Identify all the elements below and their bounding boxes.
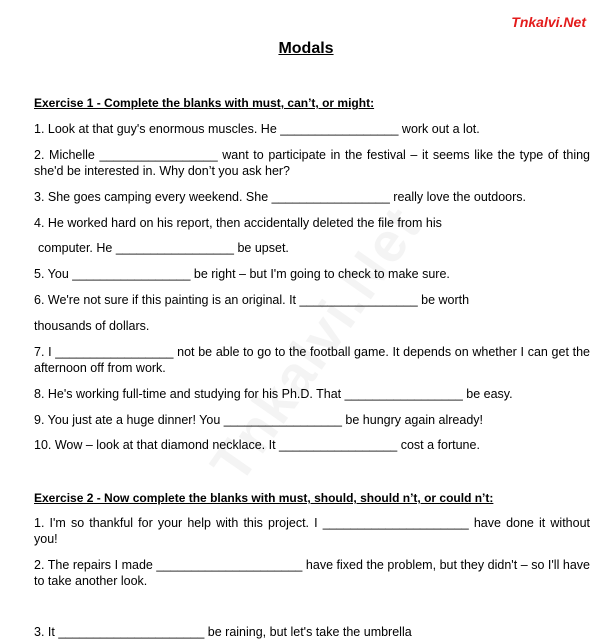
ex1-question-4-line1: 4. He worked hard on his report, then accidentally deleted the file from his [34,216,442,230]
ex1-question-7: 7. I _________________ not be able to go to the football game. It depends on whether I can get the afternoon off from work. [34,345,590,375]
ex1-question-6-line2: thousands of dollars. [34,319,150,333]
ex1-question-10: 10. Wow – look at that diamond necklace. It _________________ cost a fortune. [34,438,480,452]
exercise-1-heading: Exercise 1 - Complete the blanks with must, can’t, or might: [34,96,375,110]
ex2-question-2: 2. The repairs I made _____________________ have fixed the problem, but they didn't – so I'll have to take another look. [34,558,590,588]
brand-logo: Tnkalvi.Net [511,14,586,30]
ex2-question-1: 1. I'm so thankful for your help with this project. I _____________________ have done it without you! [34,516,590,546]
ex1-question-3: 3. She goes camping every weekend. She _________________ really love the outdoors. [34,190,527,204]
ex1-question-9: 9. You just ate a huge dinner! You _________________ be hungry again already! [34,413,484,427]
ex1-question-1: 1. Look at that guy's enormous muscles. He _________________ work out a lot. [34,122,480,136]
ex1-question-6-line1: 6. We're not sure if this painting is an original. It _________________ be worth [34,293,470,307]
ex2-question-3: 3. It _____________________ be raining, but let's take the umbrella [34,625,412,639]
ex1-question-8: 8. He's working full-time and studying for his Ph.D. That _________________ be easy. [34,387,513,401]
ex1-question-4-line2: computer. He _________________ be upset. [38,241,289,255]
ex1-question-5: 5. You _________________ be right – but I'm going to check to make sure. [34,267,450,281]
exercise-2-heading: Exercise 2 - Now complete the blanks with must, should, should n’t, or could n’t: [34,491,494,505]
page-title: Modals [278,40,334,57]
ex2-question-3-cutoff [34,622,590,639]
ex1-question-2: 2. Michelle _________________ want to participate in the festival – it seems like the type of thing she'd be interested in. Why don’t you ask her? [34,148,590,178]
